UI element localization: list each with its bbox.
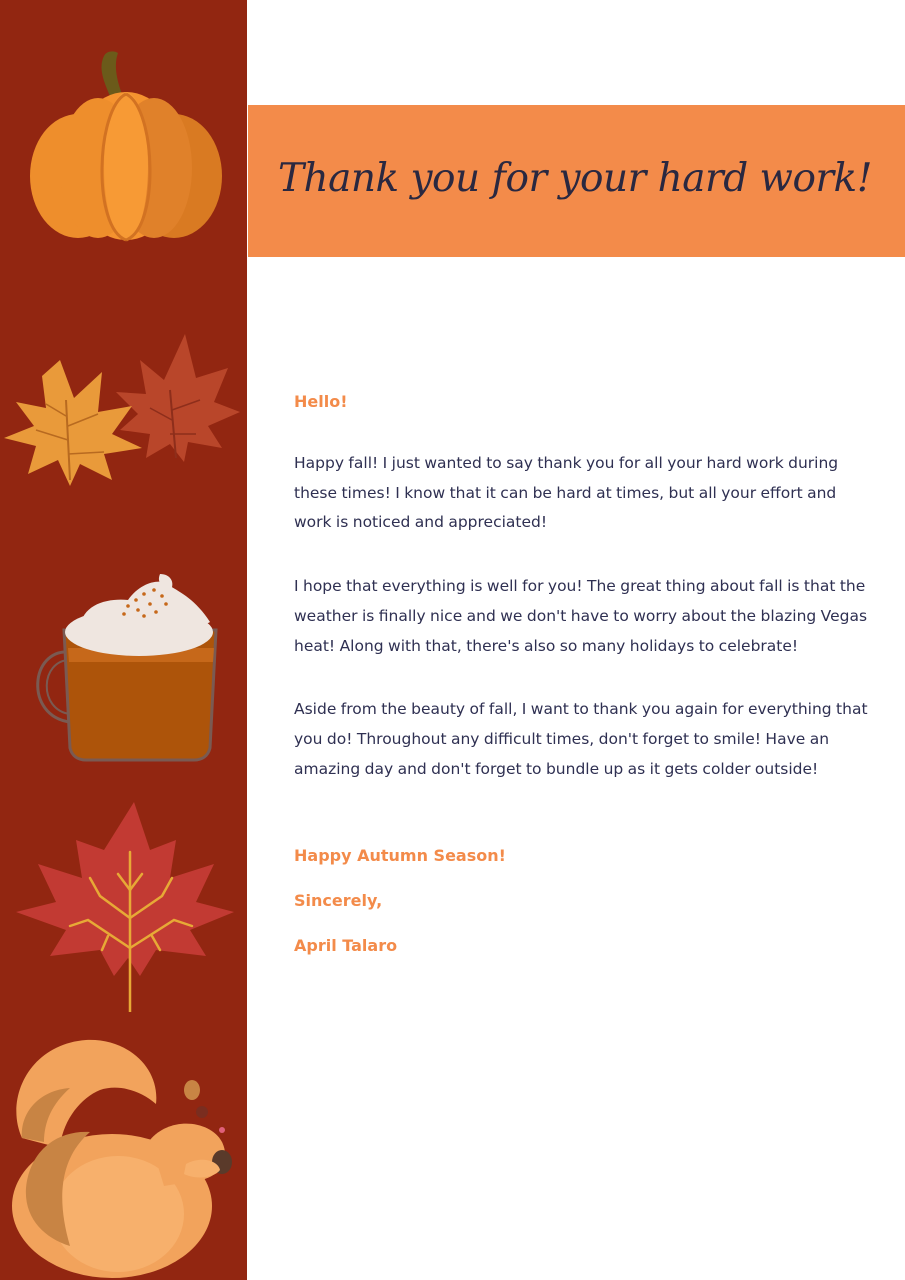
closing-line: Happy Autumn Season! (294, 846, 506, 866)
paragraph: Aside from the beauty of fall, I want to thank you again for everything that you do! Throughout any difficult times, don't forget to smile! Have an amazing day and don't forget to bundle up as it gets colder outside! (294, 700, 868, 778)
sign-off: Sincerely, (294, 891, 383, 911)
red-leaf-icon (10, 800, 240, 1012)
decorative-sidebar (0, 0, 247, 1280)
pumpkin-icon (26, 48, 226, 244)
pumpkin-spice-latte-icon (24, 570, 224, 770)
signature: April Talaro (294, 936, 398, 956)
paragraph: Happy fall! I just wanted to say thank you for all your hard work during these times! I know that it can be hard at times, but all your effort and work is noticed and appreciated! (294, 454, 839, 532)
maple-leaves-icon (0, 330, 247, 490)
header-banner (248, 105, 905, 257)
greeting: Hello! (294, 392, 348, 411)
paragraph: I hope that everything is well for you! The great thing about fall is that the weather is finally nice and we don't have to worry about the blazing Vegas heat! Along with that, there's also so many holidays to celebrate! (294, 577, 868, 655)
letter-body (294, 389, 874, 959)
page-title: Thank you for your hard work! (278, 156, 872, 201)
squirrel-icon (0, 1038, 247, 1280)
